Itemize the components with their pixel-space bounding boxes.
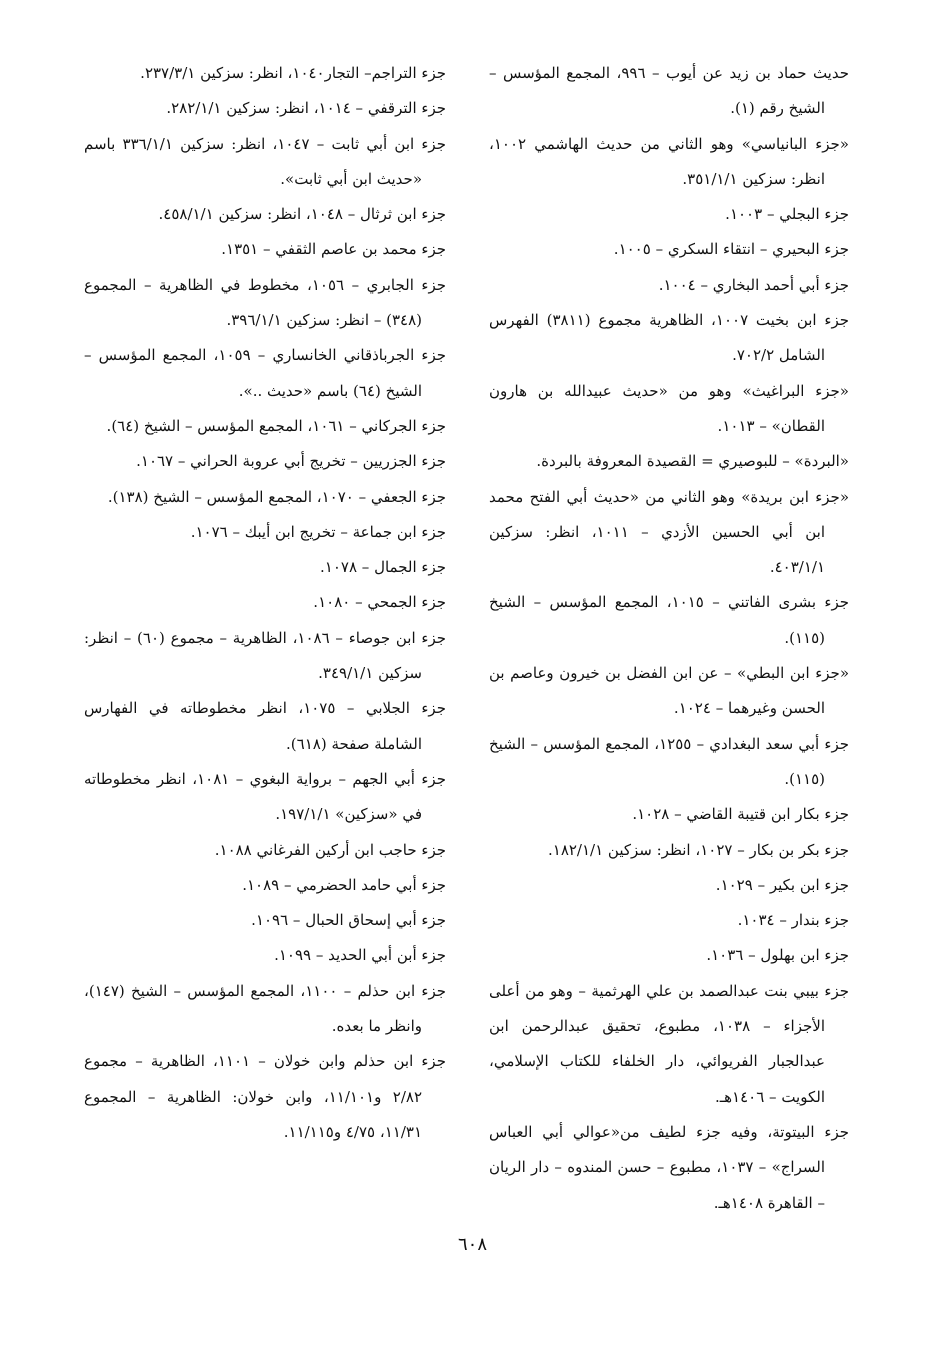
index-entry: جزء أبي حامد الحضرمي – ١٠٨٩. (242, 875, 446, 894)
index-entry: جزء الجركاني – ١٠٦١، المجمع المؤسس – الشيخ (٦٤). (106, 416, 446, 435)
index-entry: جزء الجابري – ١٠٥٦، مخطوط في الظاهرية – المجموع (٣٤٨) – انظر: سزكين ٣٩٦/١/١. (84, 275, 447, 330)
left-column (84, 56, 446, 1150)
index-entry: «جزء ابن البطي» – عن ابن الفضل بن خيرون وعاصم بن الحسن وغيرهما – ١٠٢٤. (489, 664, 849, 718)
index-entry: جزء الجلابي – ١٠٧٥، انظر مخطوطاته في الفهارس الشاملة صفحة (٦١٨). (84, 699, 446, 753)
index-entry: جزء الجرباذقاني الخانساري – ١٠٥٩، المجمع المؤسس – الشيخ (٦٤) باسم «حديث ..». (84, 346, 446, 400)
index-entry: «البردة» – للبوصيري = القصيدة المعروفة بالبردة. (536, 452, 849, 471)
index-entry: جزء محمد بن عاصم الثقفي – ١٣٥١. (221, 240, 446, 259)
index-entry: «جزء البانياسي» وهو الثاني من حديث الهاشمي ١٠٠٢، انظر: سزكين ٣٥١/١/١. (489, 134, 849, 188)
index-entry: جزء ابن بهلول – ١٠٣٦. (706, 946, 849, 965)
index-entry: جزء حاجب ابن أركين الفرغاني ١٠٨٨. (214, 840, 446, 859)
index-entry: جزء الجزريين – تخريج أبي عروبة الحراني – ١٠٦٧. (136, 452, 446, 471)
index-entry: جزء ابن ثرثال – ١٠٤٨، انظر: سزكين ٤٥٨/١/١. (158, 205, 446, 224)
index-entry: جزء أبي أحمد البخاري – ١٠٠٤. (658, 275, 849, 294)
index-entry: جزء الجعفي – ١٠٧٠، المجمع المؤسس – الشيخ (١٣٨). (107, 487, 446, 506)
index-entry: جزء ابن بكير – ١٠٢٩. (715, 875, 849, 894)
index-entry: جزء بكار ابن قتيبة القاضي – ١٠٢٨. (632, 805, 849, 824)
index-entry: جزء أبي الجهم – برواية البغوي – ١٠٨١، انظر مخطوطاته في «سزكين» ١٩٧/١/١. (84, 769, 446, 824)
index-entry: جزء الجمحي – ١٠٨٠. (313, 593, 446, 612)
page-number: ٦٠٨ (457, 1234, 487, 1255)
index-entry: جزء أبي إسحاق الحبال – ١٠٩٦. (251, 911, 446, 930)
index-entry: «جزء ابن بريدة» وهو الثاني من «حديث أبي الفتح محمد ابن أبي الحسين الأزدي – ١٠١١، انظر: سزكين ٤٠٣/١/١. (489, 487, 849, 577)
index-entry: جزء ابن جماعة – تخريج ابن أيبك – ١٠٧٦. (190, 522, 446, 541)
index-entry: جزء ابن أبي ثابت – ١٠٤٧، انظر: سزكين ٣٣٦/١/١ باسم «حديث ابن أبي ثابت». (84, 134, 446, 188)
index-entry: جزء ابن جوصاء – ١٠٨٦، الظاهرية – مجموع (٦٠) – انظر: سزكين ٣٤٩/١/١. (84, 628, 446, 683)
index-entry: جزء بكر بن بكار – ١٠٢٧، انظر: سزكين ١٨٢/١/١. (547, 840, 849, 859)
index-entry: جزء ابن حذلم وابن خولان – ١١٠١، الظاهرية – مجموع ٢/٨٢ و١١/١٠١، وابن خولان: الظاهرية – المجموع ١١/٣١، ٤/٧٥ و١١/١١٥. (84, 1052, 446, 1141)
index-entry: جزء أبن أبي الحديد – ١٠٩٩. (274, 946, 446, 965)
index-entry: جزء التراجم– التجار١٠٤٠، انظر: سزكين ٢٣٧/٣/١. (140, 64, 446, 82)
index-entry: جزء بشرى الفاتني – ١٠١٥، المجمع المؤسس – الشيخ (١١٥). (489, 593, 849, 647)
right-column (489, 56, 849, 1221)
index-entry: جزء الجمال – ١٠٧٨. (320, 558, 446, 577)
index-entry: جزء البحيري – انتقاء السكري – ١٠٠٥. (613, 240, 849, 259)
index-entry: جزء بندار – ١٠٣٤. (737, 911, 849, 930)
index-entry: جزء البيتوتة، وفيه جزء لطيف من«عوالي أبي العباس السراج» – ١٠٣٧، مطبوع – حسن المندوه – دار الريان – القاهرة ١٤٠٨هـ. (489, 1122, 849, 1212)
index-entry: جزء أبي سعد البغدادي – ١٢٥٥، المجمع المؤسس – الشيخ (١١٥). (489, 734, 850, 788)
index-entry: جزء ابن بخيت ١٠٠٧، الظاهرية مجموع (٣٨١١) الفهرس الشامل ٧٠٢/٢. (489, 311, 850, 365)
index-entry: جزء البجلي – ١٠٠٣. (725, 205, 849, 224)
index-entry: جزء ابن حذلم – ١١٠٠، المجمع المؤسس – الشيخ (١٤٧)، وانظر ما بعده. (84, 981, 446, 1036)
index-entry: حديث حماد بن زيد عن أيوب – ٩٩٦، المجمع المؤسس – الشيخ رقم (١). (489, 64, 849, 118)
index-entry: «جزء البراغيث» وهو من «حديث عبيدالله بن هارون القطان» – ١٠١٣. (489, 381, 849, 435)
index-entry: جزء بيبي بنت عبدالصمد بن علي الهرثمية – وهو من أعلى الأجزاء – ١٠٣٨، مطبوع، تحقيق عبدالرحمن ابن عبدالجبار الفريوائي، دار الخلفاء للكتاب الإسلامي، الكويت – ١٤٠٦هـ. (489, 981, 849, 1106)
index-entry: جزء الترقفي – ١٠١٤، انظر: سزكين ٢٨٢/١/١. (166, 99, 446, 118)
